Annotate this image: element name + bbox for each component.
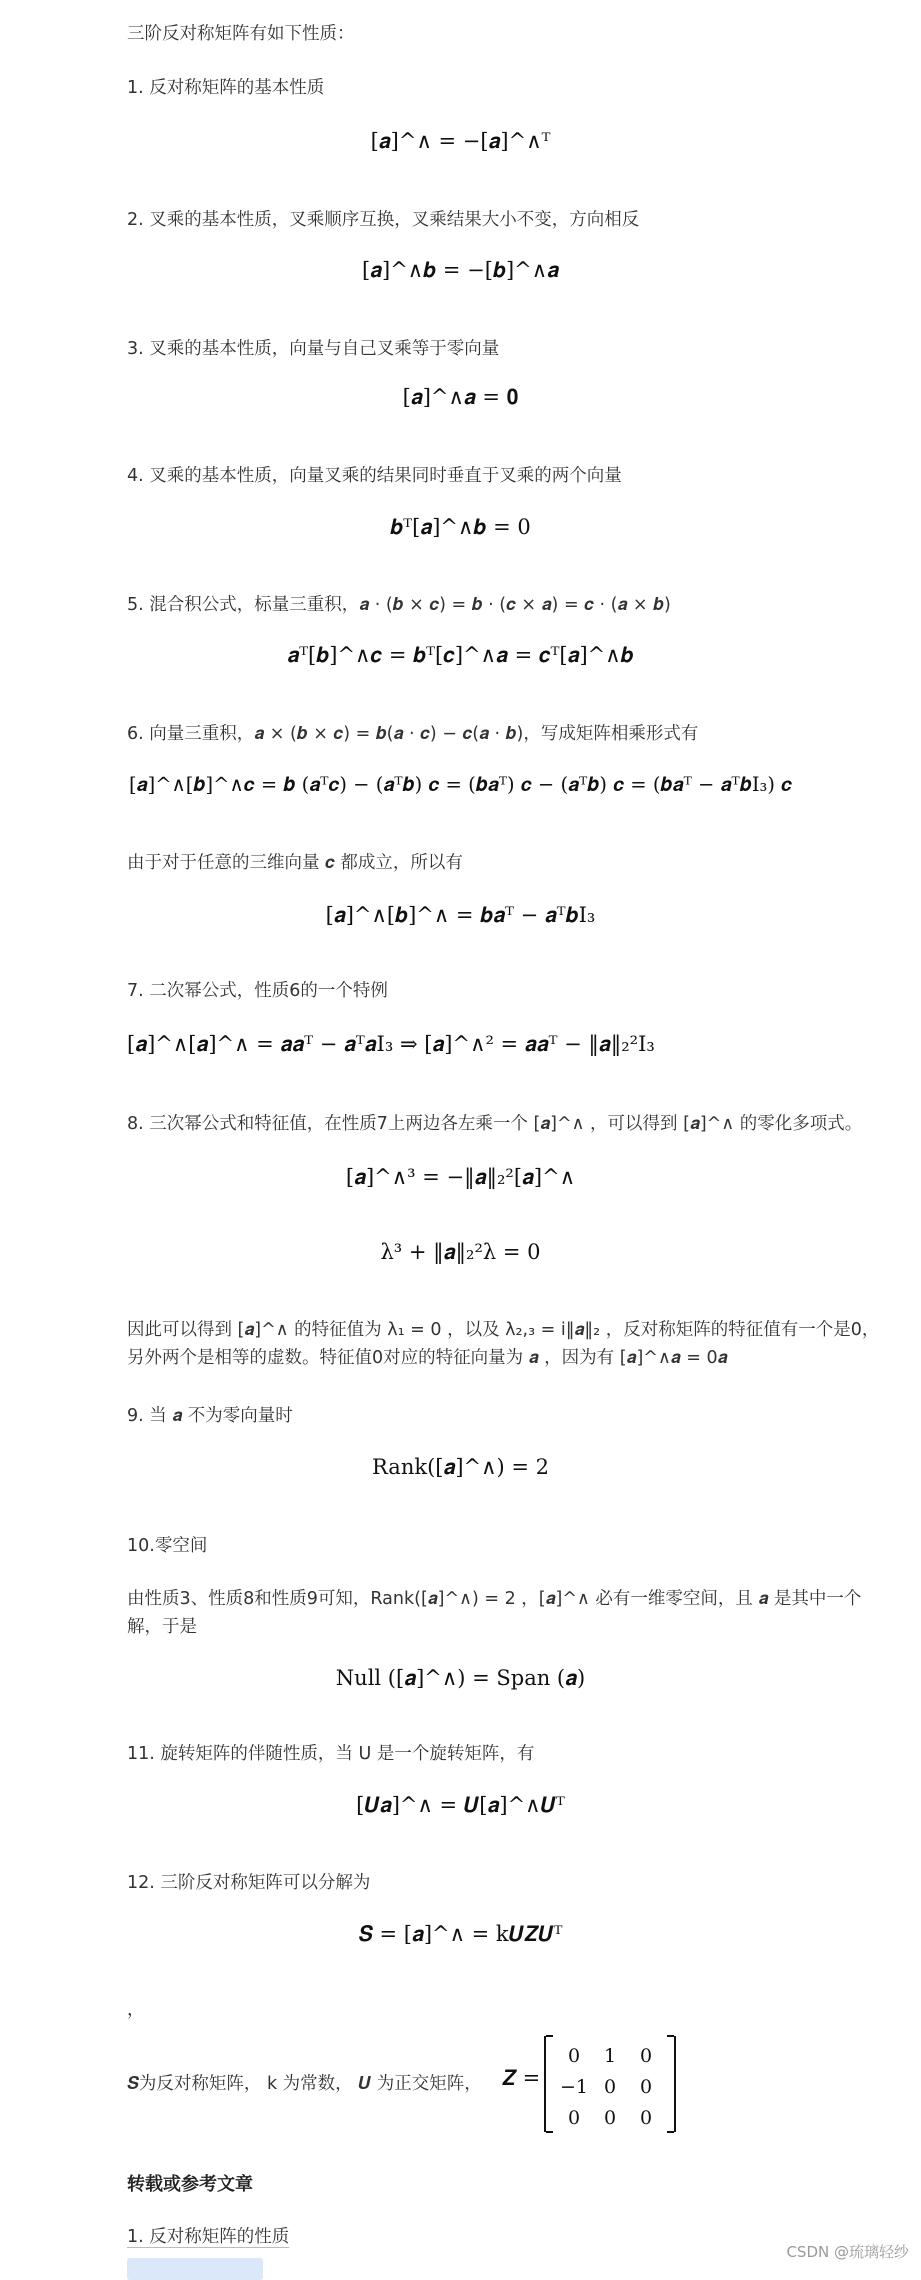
nullspace-text: 由性质3、性质8和性质9可知，Rank([𝒂]^∧) = 2 ，[𝒂]^∧ 必有一维零空间，且 𝒂 是其中一个解，于是	[127, 1589, 862, 1637]
heading-5: 5. 混合积公式，标量三重积，𝒂 · (𝒃 × 𝒄) = 𝒃 · (𝒄 × 𝒂) = 𝒄 · (𝒂 × 𝒃)	[127, 595, 671, 615]
formula-6b: [𝒂]^∧[𝒃]^∧ = 𝒃𝒂ᵀ − 𝒂ᵀ𝒃I₃	[325, 903, 596, 927]
formula-8a: [𝒂]^∧³ = −‖𝒂‖₂²[𝒂]^∧	[345, 1165, 576, 1189]
formula-10: Null ([𝒂]^∧) = Span (𝒂)	[335, 1666, 586, 1690]
matrix-cell: 0	[639, 2044, 653, 2067]
matrix-cell: 1	[603, 2044, 617, 2067]
trailing-comma: ，	[127, 2000, 145, 2020]
heading-6: 6. 向量三重积，𝒂 × (𝒃 × 𝒄) = 𝒃(𝒂 · 𝒄) − 𝒄(𝒂 · 𝒃)，写成矩阵相乘形式有	[127, 724, 699, 744]
heading-2: 2. 叉乘的基本性质，叉乘顺序互换，叉乘结果大小不变，方向相反	[127, 210, 640, 230]
formula-8b: λ³ + ‖𝒂‖₂²λ = 0	[380, 1240, 541, 1264]
matrix-cell: 0	[567, 2106, 581, 2129]
heading-9: 9. 当 𝒂 不为零向量时	[127, 1406, 293, 1426]
heading-10: 10.零空间	[127, 1536, 208, 1556]
heading-8: 8. 三次幂公式和特征值，在性质7上两边各左乘一个 [𝒂]^∧ ，可以得到 [𝒂]^∧ 的零化多项式。	[127, 1114, 863, 1134]
formula-5: 𝒂ᵀ[𝒃]^∧𝒄 = 𝒃ᵀ[𝒄]^∧𝒂 = 𝒄ᵀ[𝒂]^∧𝒃	[287, 643, 634, 667]
any-c-text: 由于对于任意的三维向量 𝒄 都成立，所以有	[127, 853, 463, 873]
heading-7: 7. 二次幂公式，性质6的一个特例	[127, 981, 388, 1001]
matrix-cell: 0	[603, 2075, 617, 2098]
bottom-button[interactable]	[127, 2258, 263, 2280]
formula-12: 𝑺 = [𝒂]^∧ = k𝑼𝒁𝑼ᵀ	[358, 1922, 563, 1946]
matrix-description: 𝑺为反对称矩阵， k 为常数， 𝑼 为正交矩阵，	[127, 2074, 482, 2094]
csdn-watermark: CSDN @琉璃轻纱	[786, 2243, 909, 2261]
z-matrix	[544, 2036, 676, 2132]
eigen-text: 因此可以得到 [𝒂]^∧ 的特征值为 λ₁ = 0 ，以及 λ₂,₃ = i‖𝒂‖₂ ，反对称矩阵的特征值有一个是0，另外两个是相等的虚数。特征值0对应的特征向量为 𝒂 ，因为有 [𝒂]^∧𝒂 = 0𝒂	[127, 1320, 880, 1368]
heading-4: 4. 叉乘的基本性质，向量叉乘的结果同时垂直于叉乘的两个向量	[127, 466, 622, 486]
matrix-lhs: 𝒁 =	[502, 2066, 541, 2090]
heading-3: 3. 叉乘的基本性质，向量与自己叉乘等于零向量	[127, 339, 500, 359]
formula-4: 𝒃ᵀ[𝒂]^∧𝒃 = 0	[390, 515, 531, 539]
matrix-cell: 0	[603, 2106, 617, 2129]
matrix-cell: −1	[559, 2075, 588, 2098]
heading-1: 1. 反对称矩阵的基本性质	[127, 78, 325, 98]
matrix-cell: 0	[567, 2044, 581, 2067]
formula-6: [𝒂]^∧[𝒃]^∧𝒄 = 𝒃 (𝒂ᵀ𝒄) − (𝒂ᵀ𝒃) 𝒄 = (𝒃𝒂ᵀ) 𝒄 − (𝒂ᵀ𝒃) 𝒄 = (𝒃𝒂ᵀ − 𝒂ᵀ𝒃I₃) 𝒄	[128, 773, 793, 796]
intro-text: 三阶反对称矩阵有如下性质：	[127, 24, 355, 44]
matrix-cell: 0	[639, 2075, 653, 2098]
references-heading: 转载或参考文章	[127, 2174, 253, 2195]
reference-link[interactable]: 1. 反对称矩阵的性质	[127, 2227, 290, 2247]
formula-11: [𝑼𝒂]^∧ = 𝑼[𝒂]^∧𝑼ᵀ	[356, 1793, 565, 1817]
heading-11: 11. 旋转矩阵的伴随性质，当 U 是一个旋转矩阵，有	[127, 1744, 535, 1764]
formula-9: Rank([𝒂]^∧) = 2	[372, 1455, 549, 1479]
formula-1: [𝒂]^∧ = −[𝒂]^∧ᵀ	[370, 129, 551, 153]
formula-2: [𝒂]^∧𝒃 = −[𝒃]^∧𝒂	[361, 258, 560, 282]
formula-7: [𝒂]^∧[𝒂]^∧ = 𝒂𝒂ᵀ − 𝒂ᵀ𝒂I₃ ⇒ [𝒂]^∧² = 𝒂𝒂ᵀ − ‖𝒂‖₂²I₃	[127, 1032, 655, 1056]
formula-3: [𝒂]^∧𝒂 = 𝟎	[402, 385, 519, 409]
matrix-definition	[127, 2036, 881, 2132]
heading-12: 12. 三阶反对称矩阵可以分解为	[127, 1873, 371, 1893]
matrix-cell: 0	[639, 2106, 653, 2129]
